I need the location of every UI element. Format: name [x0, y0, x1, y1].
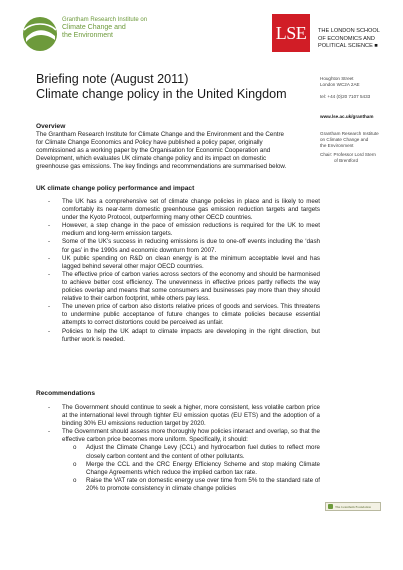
institute-line: the Environment — [320, 143, 354, 148]
overview-line: commissioned as a working paper by the Organisation for Economic Cooperation and — [36, 147, 271, 155]
grantham-institute-name — [62, 17, 147, 40]
overview-line: for Climate Change Economics and Policy have published a policy paper, originally — [36, 139, 263, 147]
institute-line: Grantham Research Institute — [320, 131, 379, 136]
list-item: - Some of the UK’s success in reducing emissions is due to one-off events including the ‘dash for gas’ in the 1990s and economic downturn from 2007. — [36, 238, 320, 254]
chair-line: Chair: Professor Lord Stern — [320, 152, 376, 157]
chair-line: of Brentford — [334, 158, 359, 163]
overview-paragraph — [36, 131, 312, 171]
lse-logo: LSE — [272, 14, 310, 52]
website-link[interactable]: www.lse.ac.uk/grantham — [320, 114, 374, 119]
list-item: - The Government should continue to seek a higher, more consistent, less volatile carbon price at the international level through tighter EU emission quotas (EU ETS) and the adoption of a binding 30% EU emissions reduction target by 2020. — [36, 404, 320, 428]
list-item: - The uneven price of carbon also distorts relative prices of goods and services. This threatens to undermine public acceptance of future changes to climate policies because essential attempts to correct distortions could be perceived as unfair. — [36, 303, 320, 327]
sub-list-item: o Adjust the Climate Change Levy (CCL) and hydrocarbon fuel duties to reflect more closely carbon content and the content of other pollutants. — [36, 444, 320, 460]
stamp-text: The Grantham Foundation — [335, 504, 371, 509]
sub-list-item: o Merge the CCL and the CRC Energy Efficiency Scheme and stop making Climate Change Agreements which reduce the implied carbon tax rate. — [36, 461, 320, 477]
grantham-logo-icon — [22, 16, 58, 52]
page-title — [36, 72, 287, 102]
list-item: - UK public spending on R&D on clean energy is at the minimum acceptable level and has lagged behind several other major OECD countries. — [36, 255, 320, 271]
sub-list-item: o Raise the VAT rate on domestic energy use over time from 5% to the standard rate of 20% to promote consistency in climate change policies — [36, 477, 320, 493]
list-item: - Policies to help the UK adapt to climate impacts are developing in the right direction, but further work is needed. — [36, 328, 320, 344]
grantham-name-line: Grantham Research Institute on — [62, 17, 148, 23]
list-item: - The effective price of carbon varies across sectors of the economy and should be harmonised to achieve better cost efficiency. The unevenness in effective prices partly reflects the way policies overlap and means that some consumers and businesses pay more than they should relative to their carbon footprint, while others pay less. — [36, 271, 320, 303]
performance-heading: UK climate change policy performance and impact — [36, 185, 195, 192]
list-item: - However, a step change in the pace of emission reductions is required for the UK to meet medium and long-term emission targets. — [36, 222, 320, 238]
overview-line: The Grantham Research Institute for Climate Change and the Environment and the Centre — [36, 131, 284, 138]
grantham-name-line: Climate Change and — [62, 24, 126, 31]
grantham-name-line: the Environment — [62, 32, 113, 39]
chair-block — [320, 152, 400, 164]
overview-line: Development, which evaluates UK climate change policy and its impact on domestic — [36, 155, 267, 163]
title-line: Climate change policy in the United Kingdom — [36, 87, 287, 101]
address-block — [320, 76, 400, 100]
lse-name-line: POLITICAL SCIENCE ■ — [318, 43, 378, 49]
lse-name-line: OF ECONOMICS AND — [318, 35, 375, 42]
lse-name — [318, 28, 380, 51]
address-line: London WC2A 2AE — [320, 82, 360, 87]
recommendations-list — [36, 404, 320, 493]
address-line: Houghton Street — [320, 76, 354, 81]
recommendations-heading: Recommendations — [36, 390, 95, 397]
address-line: tel: +44 (0)20 7107 5433 — [320, 94, 371, 99]
institute-line: on Climate Change and — [320, 137, 369, 142]
list-item: - The UK has a comprehensive set of climate change policies in place and is likely to meet comfortably its near-term domestic greenhouse gas emission reduction targets and targets under the Kyoto Protocol, outperforming many other OECD countries. — [36, 198, 320, 222]
leaf-icon — [328, 504, 333, 509]
lse-name-line: THE LONDON SCHOOL — [318, 28, 380, 34]
list-item: - The Government should assess more thoroughly how policies interact and overlap, so that the effective carbon price becomes more uniform. Specifically, it should: — [36, 428, 320, 444]
overview-line: greenhouse gas emissions. The key findings and recommendations are summarised below. — [36, 163, 287, 171]
institute-block — [320, 131, 400, 149]
foundation-stamp — [325, 502, 381, 511]
overview-heading: Overview — [36, 123, 66, 130]
title-line: Briefing note (August 2011) — [36, 72, 189, 86]
performance-list — [36, 198, 320, 344]
